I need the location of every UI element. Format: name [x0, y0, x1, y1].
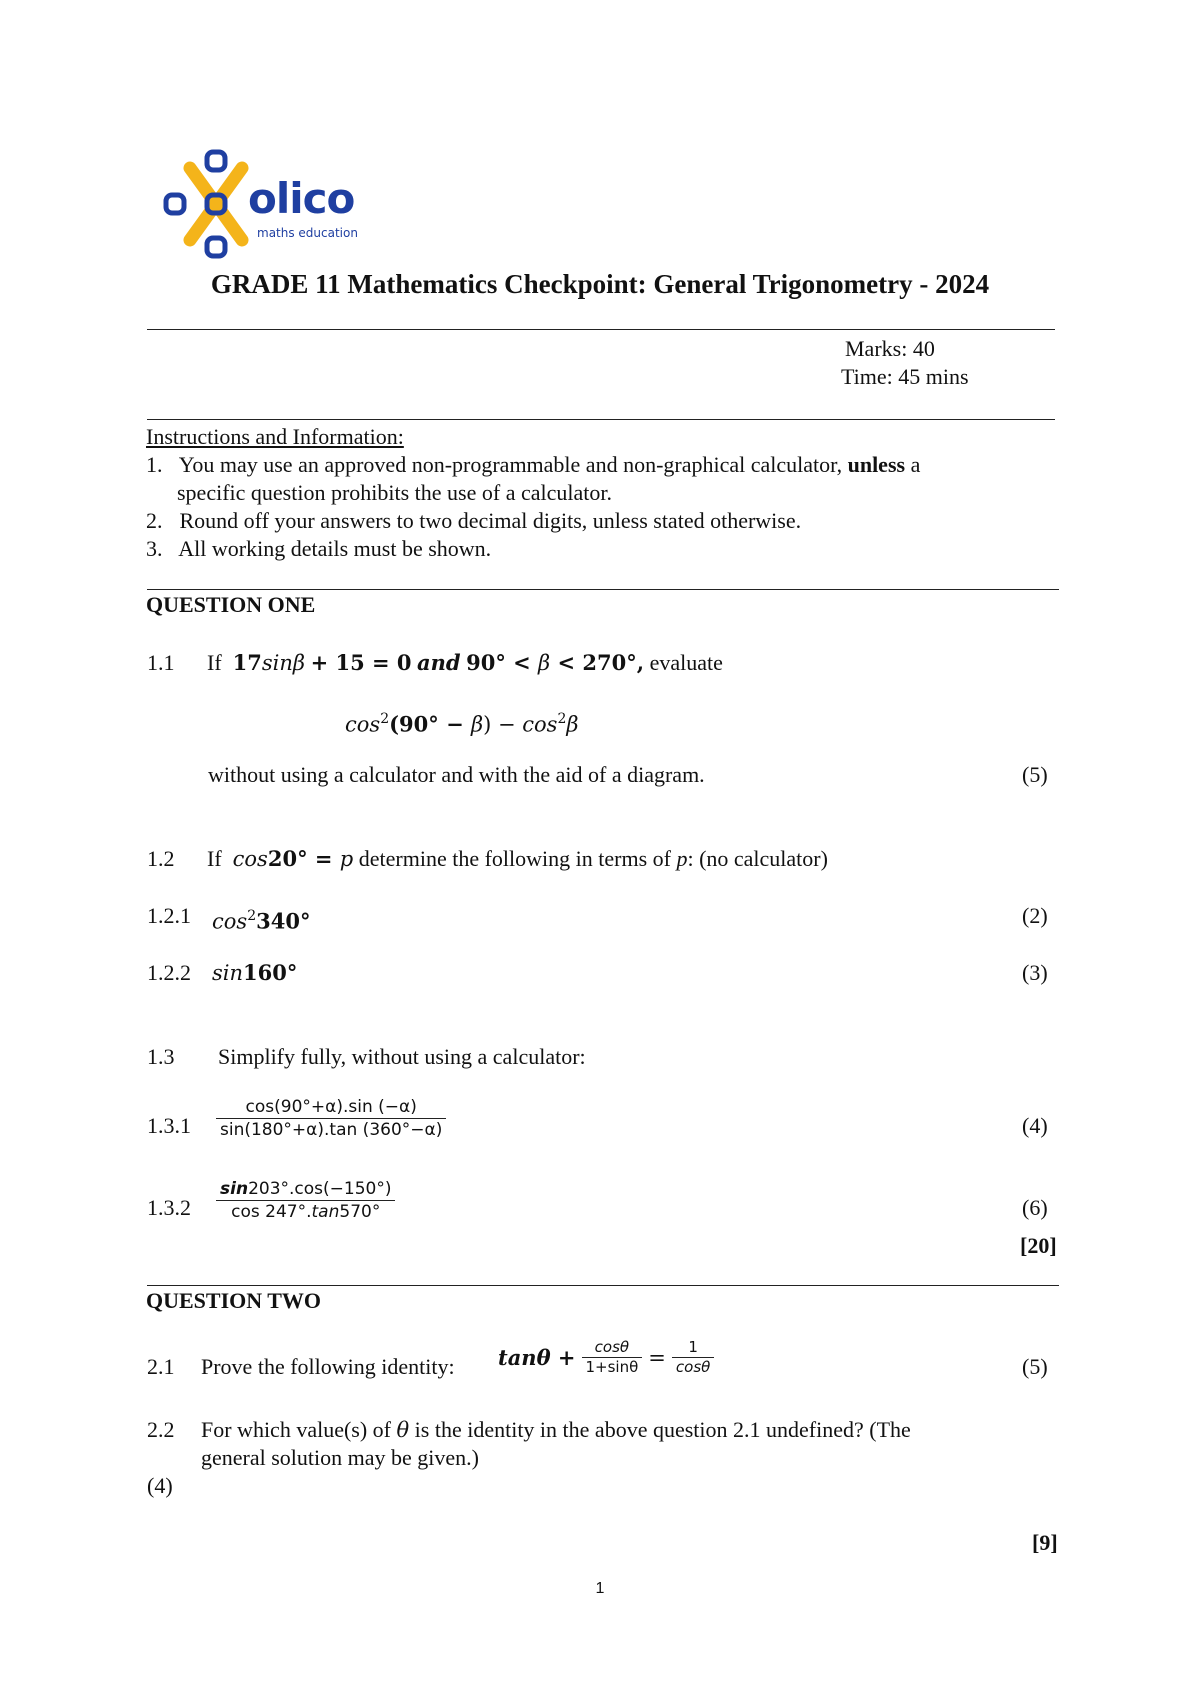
math-term: β — [538, 651, 551, 675]
fraction-denominator: cosθ — [675, 1358, 711, 1376]
marks-total: Marks: 40 — [845, 336, 935, 361]
math-term: < 270°, — [550, 650, 645, 675]
instructions-heading: Instructions and Information: — [146, 424, 404, 449]
question-1-1-expression — [345, 706, 579, 737]
logo-tagline: maths education — [257, 226, 358, 240]
instruction-2 — [146, 508, 801, 534]
fraction-denominator — [227, 1201, 384, 1223]
instruction-text: All working details must be shown. — [178, 536, 492, 561]
question-2-2-marks: (4) — [147, 1473, 173, 1498]
fraction-numerator: cosθ — [594, 1338, 630, 1356]
instruction-number: 2. — [146, 508, 163, 533]
fraction-numerator: cos(90°+α).sin (−α) — [245, 1097, 417, 1117]
if-word: If — [207, 650, 222, 675]
question-1-1-number: 1.1 — [147, 650, 175, 675]
instruction-1-continued: specific question prohibits the use of a calculator. — [177, 480, 612, 505]
evaluate-word: evaluate — [649, 650, 723, 675]
math-term: and — [417, 650, 461, 675]
question-text: is the identity in the above question 2.1 undefined? (The — [414, 1417, 911, 1442]
math-term: 2 — [557, 711, 567, 727]
question-text: determine the following in terms of — [358, 846, 671, 871]
math-term: cos — [212, 909, 248, 934]
question-2-2-number: 2.2 — [147, 1417, 175, 1442]
question-one-heading: QUESTION ONE — [146, 592, 316, 617]
question-2-1-text: Prove the following identity: — [201, 1354, 455, 1379]
divider — [147, 589, 1059, 590]
question-1-2-1-number: 1.2.1 — [147, 903, 191, 928]
page-title: GRADE 11 Mathematics Checkpoint: General Trigonometry - 2024 — [210, 269, 990, 299]
instruction-text: Round off your answers to two decimal digits, unless stated otherwise. — [179, 508, 802, 533]
question-two-total: [9] — [1032, 1530, 1058, 1555]
fraction-numerator — [216, 1178, 395, 1200]
question-1-3-2-fraction — [216, 1178, 395, 1223]
math-term: tanθ + — [498, 1345, 576, 1370]
question-1-1-note: without using a calculator and with the aid of a diagram. — [208, 762, 705, 787]
fraction-denominator: sin(180°+α).tan (360°−α) — [220, 1120, 443, 1140]
question-one-total: [20] — [1020, 1233, 1057, 1258]
instruction-3 — [146, 536, 491, 562]
question-text: For which value(s) of — [201, 1417, 392, 1442]
divider — [147, 329, 1055, 330]
logo — [160, 148, 370, 260]
math-term: tan — [311, 1202, 340, 1222]
math-term: β — [471, 712, 484, 737]
question-1-3-2-number: 1.3.2 — [147, 1195, 191, 1220]
math-term: 2 — [380, 711, 390, 727]
instruction-number: 3. — [146, 536, 163, 561]
math-term: 203°.cos(−150°) — [248, 1179, 392, 1199]
math-term: sinβ — [261, 651, 306, 675]
math-term: = — [648, 1345, 666, 1370]
question-2-2-text — [201, 1417, 911, 1443]
question-two-heading: QUESTION TWO — [146, 1288, 322, 1313]
logo-brand: olico — [248, 174, 355, 223]
question-1-2-1-expression — [212, 903, 310, 934]
math-term: 2 — [247, 908, 257, 924]
fraction-denominator: 1+sinθ — [585, 1358, 639, 1376]
question-1-1-condition — [207, 650, 723, 676]
divider — [147, 419, 1055, 420]
math-term: ) − — [483, 712, 523, 737]
question-text: : (no calculator) — [687, 846, 828, 871]
if-word: If — [207, 846, 222, 871]
instruction-text: You may use an approved non-programmable and non-graphical calculator, — [178, 452, 843, 477]
math-term: θ — [396, 1418, 410, 1442]
instruction-1 — [146, 452, 920, 478]
math-term: 340° — [256, 908, 311, 934]
math-term: 160° — [243, 960, 298, 985]
math-term: β — [566, 712, 579, 737]
question-1-1-marks: (5) — [1022, 762, 1048, 787]
question-2-1-marks: (5) — [1022, 1354, 1048, 1379]
math-term: cos 247°. — [231, 1202, 312, 1222]
math-term: (90° − — [389, 711, 471, 737]
math-term: p — [676, 846, 688, 871]
math-term: 20° = — [267, 846, 340, 871]
question-1-3-1-number: 1.3.1 — [147, 1113, 191, 1138]
question-1-3-1-marks: (4) — [1022, 1113, 1048, 1138]
instruction-number: 1. — [146, 452, 163, 477]
instruction-emphasis: unless — [847, 452, 906, 477]
math-term: sin — [220, 1179, 249, 1199]
math-term: p — [339, 847, 354, 871]
question-1-2-text — [207, 846, 828, 872]
question-1-2-number: 1.2 — [147, 846, 175, 871]
question-1-3-2-marks: (6) — [1022, 1195, 1048, 1220]
page-number: 1 — [595, 1580, 605, 1597]
question-2-2-continued: general solution may be given.) — [201, 1445, 479, 1470]
question-2-1-identity — [498, 1338, 714, 1377]
question-1-2-2-marks: (3) — [1022, 960, 1048, 985]
math-term: + 15 = 0 — [310, 650, 412, 675]
divider — [147, 1285, 1059, 1286]
math-term: cos — [345, 712, 381, 737]
instruction-text: a — [910, 452, 921, 477]
question-1-2-1-marks: (2) — [1022, 903, 1048, 928]
fraction-numerator: 1 — [688, 1338, 698, 1356]
question-1-2-2-expression — [212, 960, 297, 986]
question-2-1-number: 2.1 — [147, 1354, 175, 1379]
question-1-2-2-number: 1.2.2 — [147, 960, 191, 985]
math-term: 570° — [339, 1202, 381, 1222]
math-term: sin — [212, 961, 244, 985]
math-term: 17 — [232, 650, 262, 675]
question-1-3-number: 1.3 — [147, 1044, 175, 1069]
math-term: 90° < — [466, 650, 539, 675]
question-1-3-1-fraction — [216, 1096, 446, 1141]
math-term: cos — [522, 712, 558, 737]
time-allowed: Time: 45 mins — [841, 364, 969, 389]
math-term: cos — [232, 847, 268, 871]
question-1-3-text: Simplify fully, without using a calculator: — [218, 1044, 586, 1069]
